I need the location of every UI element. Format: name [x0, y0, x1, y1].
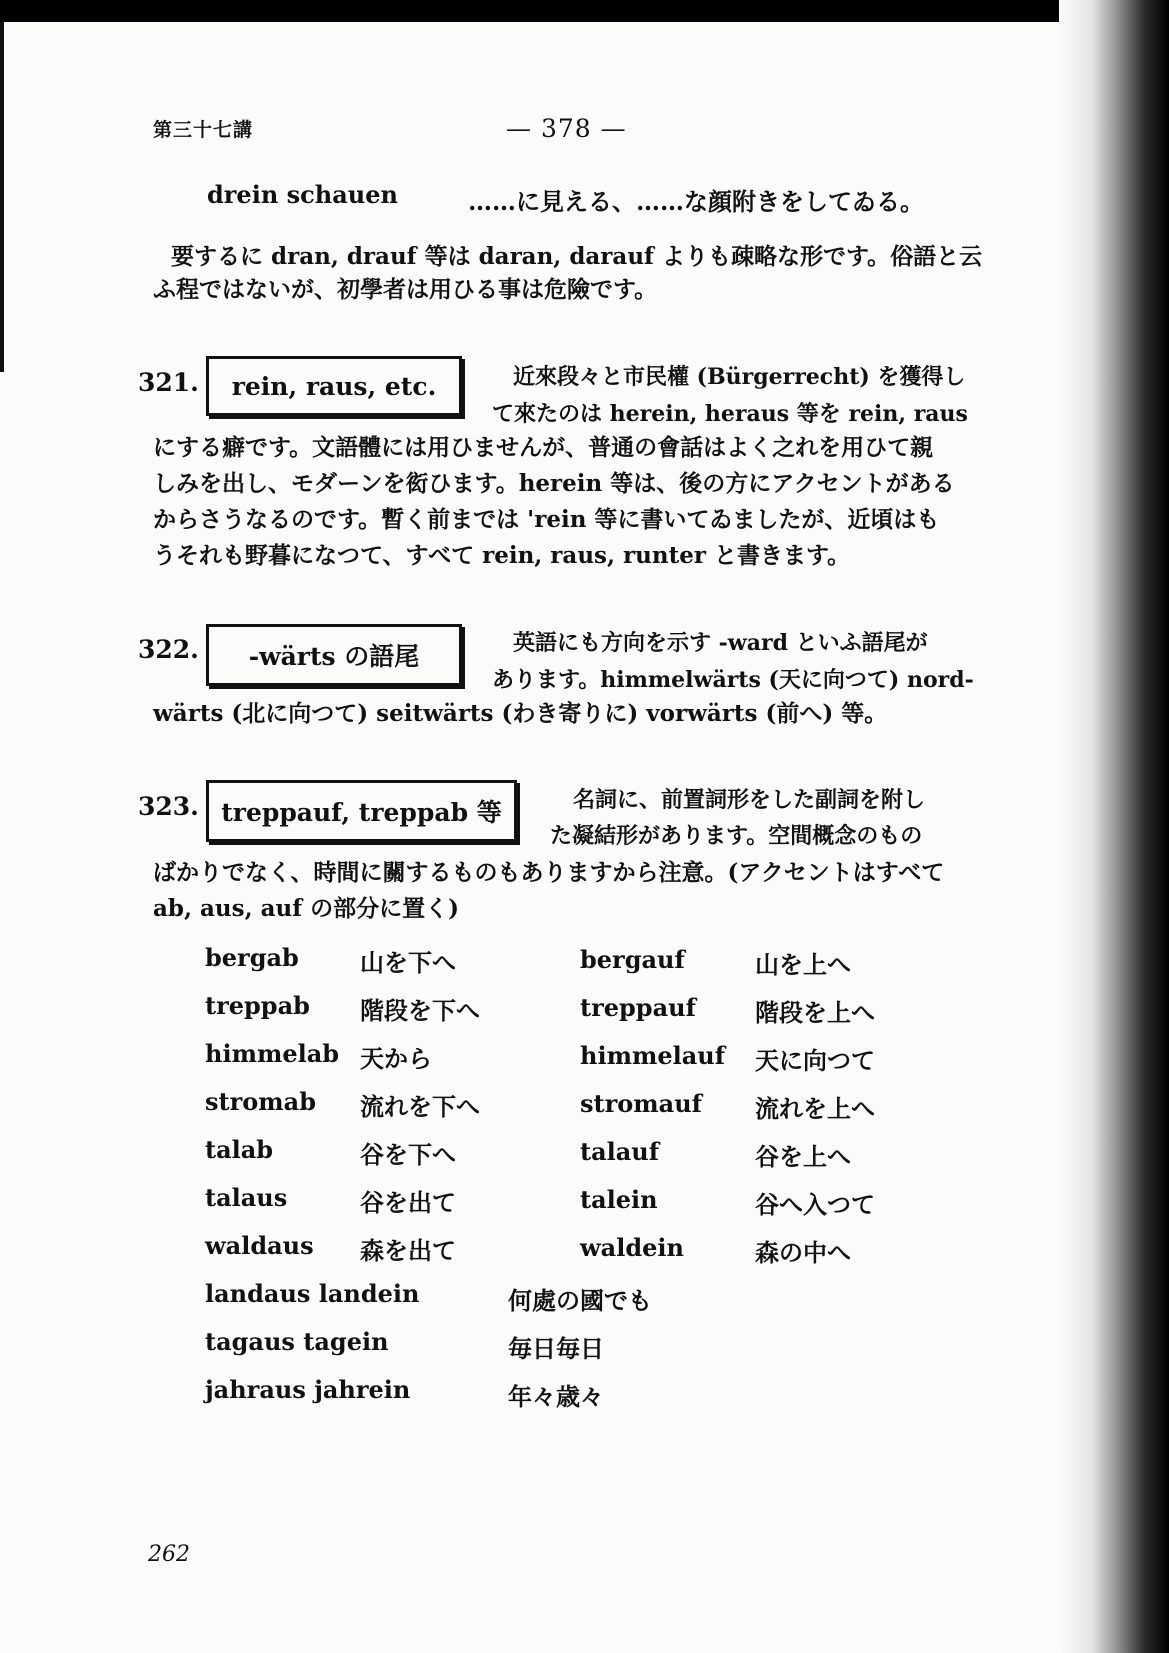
drein-meaning: ……に見える、……な顔附きをしてゐる。: [468, 187, 924, 216]
section-321-line-1: にする癖です。文語體には用ひませんが、普通の會話はよく之れを用ひて親: [153, 434, 934, 461]
section-323-title: treppauf, treppab 等: [221, 798, 502, 827]
idiom-meaning: 何處の國でも: [508, 1286, 652, 1315]
pair-word-right: treppauf: [580, 993, 696, 1022]
intro-line-2: ふ程ではないが、初學者は用ひる事は危險です。: [153, 276, 658, 303]
section-322-side-line-2: あります。himmelwärts (天に向つて) nord-: [492, 667, 974, 693]
pair-word-left: talaus: [205, 1183, 288, 1212]
section-321-number: 321.: [138, 368, 199, 397]
section-321-line-3: からさうなるのです。暫く前までは 'rein 等に書いてゐましたが、近頃はも: [153, 506, 940, 533]
pair-word-right: waldein: [580, 1233, 684, 1262]
pair-word-left: waldaus: [205, 1231, 314, 1260]
section-323-side-line-1: 名詞に、前置詞形をした副詞を附し: [573, 787, 926, 813]
pair-meaning-left: 山を下へ: [360, 948, 456, 977]
intro-line-1: 要するに dran, drauf 等は daran, darauf よりも疎略な形です。俗語と云: [171, 243, 983, 270]
section-321-line-4: うそれも野暮になつて、すべて rein, raus, runter と書きます。: [153, 542, 851, 569]
pair-meaning-left: 谷を下へ: [360, 1140, 456, 1169]
section-322-line-1: wärts (北に向つて) seitwärts (わき寄りに) vorwärts (前へ) 等。: [153, 700, 888, 727]
section-322-title-box: [206, 624, 462, 686]
pair-meaning-left: 流れを下へ: [360, 1092, 480, 1121]
idiom-meaning: 毎日毎日: [508, 1334, 604, 1363]
section-323-line-2: ab, aus, auf の部分に置く): [153, 895, 459, 922]
section-322-body: [153, 697, 1003, 730]
page-number-header: — 378 —: [506, 114, 627, 143]
pair-meaning-right: 山を上へ: [755, 950, 851, 979]
section-321-body: [153, 430, 1003, 574]
section-322-number: 322.: [138, 635, 199, 664]
idiom-word: jahraus jahrein: [205, 1375, 411, 1404]
pair-meaning-right: 谷へ入つて: [755, 1190, 875, 1219]
pair-word-right: talein: [580, 1185, 658, 1214]
pair-word-left: himmelab: [205, 1039, 340, 1068]
pair-meaning-left: 谷を出て: [360, 1188, 456, 1217]
pair-word-right: talauf: [580, 1137, 660, 1166]
section-323-line-1: ばかりでなく、時間に關するものもありますから注意。(アクセントはすべて: [153, 859, 945, 886]
pair-meaning-right: 森の中へ: [755, 1238, 851, 1267]
pair-word-right: stromauf: [580, 1089, 702, 1118]
pair-meaning-right: 流れを上へ: [755, 1094, 875, 1123]
drein-word: drein schauen: [207, 180, 398, 209]
intro-paragraph: [153, 240, 1003, 306]
section-322-side-line-1: 英語にも方向を示す -ward といふ語尾が: [513, 630, 928, 656]
section-321-side-line-1: 近來段々と市民權 (Bürgerrecht) を獲得し: [513, 364, 966, 390]
idiom-word: landaus landein: [205, 1279, 420, 1308]
chapter-heading: 第三十七講: [153, 119, 254, 141]
section-322-title: -wärts の語尾: [248, 642, 420, 671]
section-321-line-2: しみを出し、モダーンを衒ひます。herein 等は、後の方にアクセントがある: [153, 470, 955, 497]
pair-word-right: bergauf: [580, 945, 685, 974]
pair-meaning-right: 谷を上へ: [755, 1142, 851, 1171]
section-321-title: rein, raus, etc.: [231, 371, 437, 401]
section-323-body: [153, 855, 1003, 927]
pair-word-left: treppab: [205, 991, 310, 1020]
idiom-meaning: 年々歳々: [508, 1382, 604, 1411]
pair-word-left: bergab: [205, 943, 299, 972]
section-321-side-line-2: て來たのは herein, heraus 等を rein, raus: [492, 401, 968, 427]
scan-left-border: [0, 22, 4, 372]
pair-word-left: stromab: [205, 1087, 316, 1116]
section-323-side-line-2: た凝結形があります。空間概念のもの: [550, 823, 923, 849]
pair-meaning-left: 天から: [360, 1044, 432, 1073]
pair-meaning-right: 階段を上へ: [755, 998, 875, 1027]
pair-meaning-left: 森を出て: [360, 1236, 456, 1265]
idiom-word: tagaus tagein: [205, 1327, 389, 1356]
pair-meaning-left: 階段を下へ: [360, 996, 480, 1025]
pair-meaning-right: 天に向つて: [755, 1046, 875, 1075]
section-321-title-box: [206, 356, 462, 416]
page-edge-shadow: [1059, 0, 1169, 1653]
pair-word-right: himmelauf: [580, 1041, 726, 1070]
section-323-number: 323.: [138, 792, 199, 821]
footer-page-number: 262: [148, 1542, 190, 1567]
section-323-title-box: [206, 780, 517, 842]
pair-word-left: talab: [205, 1135, 274, 1164]
